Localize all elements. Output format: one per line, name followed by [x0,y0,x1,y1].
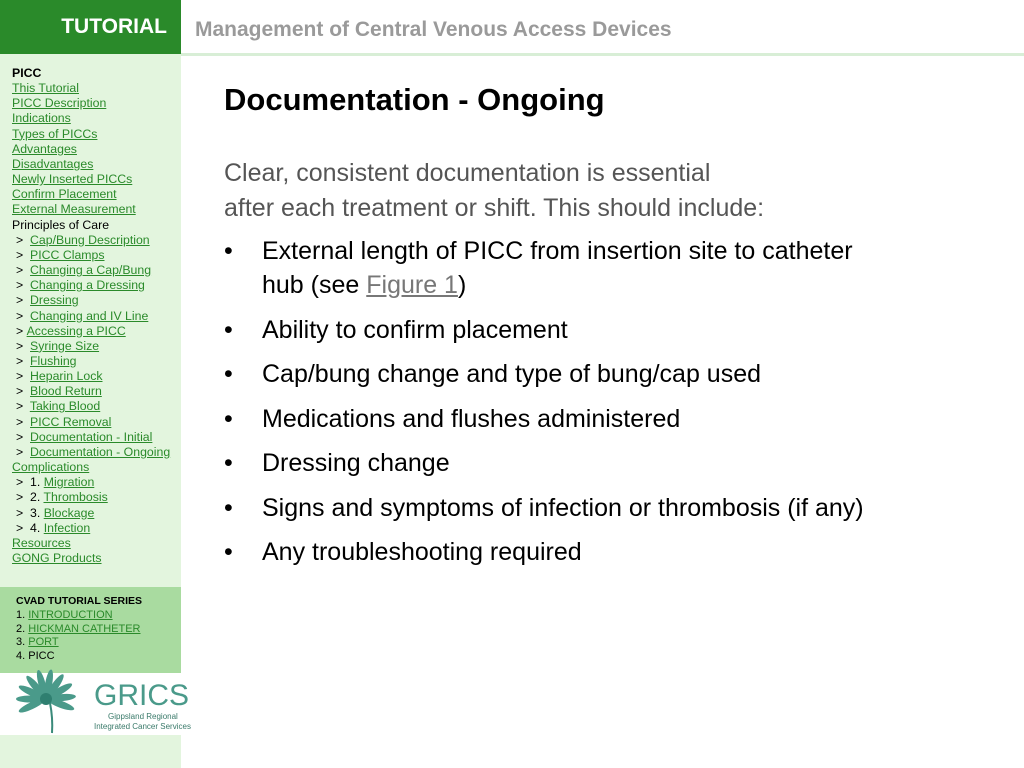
nav-arrow: > [16,490,24,505]
sidebar-nav [12,66,170,566]
nav-arrow: > [16,232,24,247]
nav-link-blood-return[interactable]: Blood Return [30,384,102,399]
nav-link-confirm-placement[interactable]: Confirm Placement [12,187,117,202]
svg-text:GRICS: GRICS [94,679,190,712]
nav-link-picc-removal[interactable]: PICC Removal [30,414,112,429]
nav-arrow: > [16,505,24,520]
list-item [224,446,1004,480]
nav-link-blockage[interactable]: Blockage [43,505,95,520]
nav-arrow: > [16,353,24,368]
nav-link-changing-dressing[interactable]: Changing a Dressing [30,278,145,293]
nav-link-resources[interactable]: Resources [12,535,71,550]
series-link-hickman-catheter[interactable]: HICKMAN CATHETER [28,622,141,635]
nav-link-taking-blood[interactable]: Taking Blood [29,399,101,414]
nav-arrow: > [16,278,24,293]
list-item-text: Cap/bung change and type of bung/cap used [262,360,762,388]
list-item [224,535,1004,569]
page-title: Documentation - Ongoing [224,82,605,117]
nav-link-dressing[interactable]: Dressing [30,293,79,308]
nav-link-gong-products[interactable]: GONG Products [12,551,102,565]
nav-link-types-of-piccs[interactable]: Types of PICCs [12,126,98,141]
nav-arrow: > [16,520,24,535]
list-item [224,491,1004,525]
nav-arrow: > [16,429,24,444]
nav-link-this-tutorial[interactable]: This Tutorial [12,81,79,96]
nav-link-picc-clamps[interactable]: PICC Clamps [30,247,105,262]
series-item-picc-current: PICC [28,650,55,663]
list-item-text: Ability to confirm placement [262,315,568,344]
nav-section-title: PICC [12,66,42,80]
nav-arrow: > [16,338,24,353]
intro-paragraph [224,156,1004,226]
list-item [224,357,1004,391]
series-link-introduction[interactable]: INTRODUCTION [28,608,113,621]
bullet-marker: • [224,538,233,566]
nav-arrow: > [16,414,24,429]
nav-link-syringe-size[interactable]: Syringe Size [30,338,100,353]
bullet-marker: • [224,493,233,522]
bullet-marker: • [224,315,233,344]
list-item-text: ) [457,271,467,299]
nav-complication-number: 2. [30,490,41,505]
list-item-text: Signs and symptoms of infection or thrombosis (if any) [262,493,864,522]
list-item [224,402,1004,436]
nav-arrow: > [16,444,24,459]
nav-link-changing-iv-line[interactable]: Changing and IV Line [30,308,149,323]
nav-arrow: > [16,475,24,490]
nav-link-accessing-picc[interactable]: Accessing a PICC [26,323,126,338]
series-number: 2. [16,622,26,635]
header-divider [181,53,1024,56]
series-title: CVAD TUTORIAL SERIES [16,595,143,607]
nav-arrow: > [16,247,24,262]
nav-link-thrombosis[interactable]: Thrombosis [43,490,108,505]
series-number: 1. [16,608,26,621]
nav-arrow: > [16,323,24,338]
nav-link-heparin-lock[interactable]: Heparin Lock [30,369,103,384]
intro-line-2: after each treatment or shift. This should include: [224,194,765,222]
nav-arrow: > [16,369,24,384]
bullet-marker: • [224,449,233,477]
grics-flower-icon [0,673,191,735]
bullet-marker: • [224,404,233,433]
nav-link-advantages[interactable]: Advantages [12,141,77,156]
list-item [224,313,1004,347]
series-number: 4. [16,650,26,663]
nav-arrow: > [16,293,24,308]
bullet-marker: • [224,237,233,265]
nav-link-documentation-ongoing[interactable]: Documentation - Ongoing [30,444,171,459]
nav-complication-number: 4. [30,520,41,535]
nav-link-indications[interactable]: Indications [12,111,71,126]
nav-link-changing-cap-bung[interactable]: Changing a Cap/Bung [30,263,152,278]
nav-link-complications[interactable]: Complications [12,460,90,475]
tutorial-tab-label: TUTORIAL [61,15,167,38]
list-item [224,234,1004,302]
nav-link-cap-bung-description[interactable]: Cap/Bung Description [30,232,150,247]
nav-arrow: > [16,308,24,323]
list-item-text: External length of PICC from insertion site to catheter [262,237,853,265]
bullet-marker: • [224,360,233,388]
grics-logo [0,673,191,735]
svg-text:Integrated Cancer Services: Integrated Cancer Services [94,722,191,731]
nav-principles-heading: Principles of Care [12,217,110,232]
nav-arrow: > [16,384,24,399]
nav-complication-number: 1. [30,475,41,490]
nav-arrow: > [16,399,24,414]
series-number: 3. [16,636,26,649]
tutorial-tab[interactable] [0,0,181,54]
nav-link-external-measurement[interactable]: External Measurement [12,202,136,217]
nav-arrow: > [16,263,24,278]
page-header-title: Management of Central Venous Access Devices [195,18,672,41]
list-item-text: Medications and flushes administered [262,404,681,433]
nav-complication-number: 3. [30,505,41,520]
list-item-text: hub (see [262,271,367,299]
list-item-text: Dressing change [262,449,450,477]
nav-link-picc-description[interactable]: PICC Description [12,96,107,111]
nav-link-infection[interactable]: Infection [43,520,91,535]
nav-link-disadvantages[interactable]: Disadvantages [12,156,94,171]
nav-link-documentation-initial[interactable]: Documentation - Initial [30,429,153,444]
nav-link-newly-inserted[interactable]: Newly Inserted PICCs [12,172,133,187]
figure-1-link[interactable]: Figure 1 [366,271,458,299]
documentation-list [224,234,1004,580]
svg-text:Gippsland Regional: Gippsland Regional [108,712,178,721]
tutorial-series-box [0,587,181,673]
intro-line-1: Clear, consistent documentation is essential [224,159,711,187]
nav-link-flushing[interactable]: Flushing [30,353,77,368]
list-item-text: Any troubleshooting required [262,538,582,566]
series-link-port[interactable]: PORT [28,636,59,649]
nav-link-migration[interactable]: Migration [43,475,95,490]
